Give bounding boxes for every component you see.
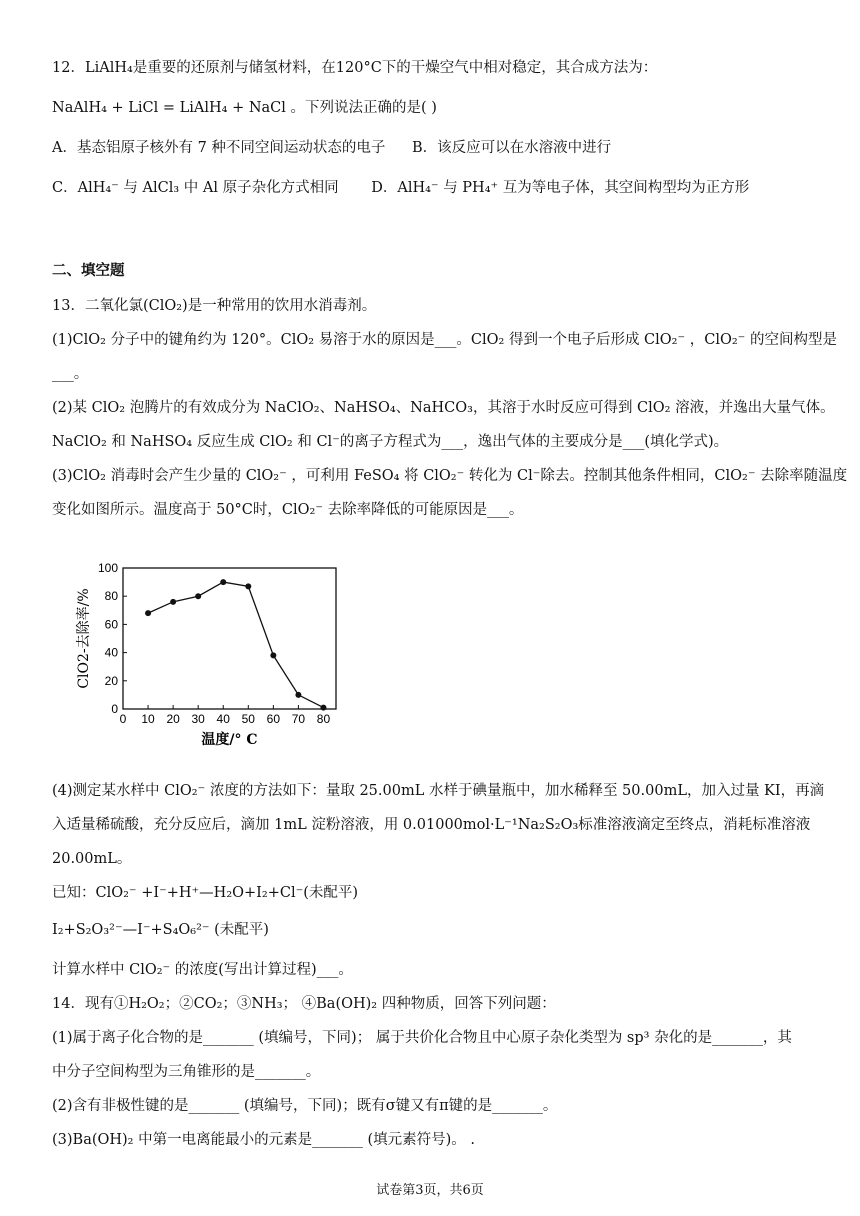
- q14-part3: (3)Ba(OH)₂ 中第一电离能最小的元素是_______ (填元素符号)。 .: [52, 1132, 475, 1148]
- y-axis-label: ClO2-去除率/%: [76, 588, 92, 689]
- q12-option-b[interactable]: B．该反应可以在水溶液中进行: [412, 140, 612, 156]
- x-tick-label: 70: [291, 712, 306, 726]
- q13-part3-line2: 变化如图所示。温度高于 50°C时，ClO₂⁻ 去除率降低的可能原因是___。: [52, 502, 524, 518]
- q14-part1-line2: 中分子空间构型为三角锥形的是_______。: [52, 1064, 321, 1080]
- x-tick-label: 20: [166, 712, 180, 726]
- q12-option-c[interactable]: C．AlH₄⁻ 与 AlCl₃ 中 Al 原子杂化方式相同: [52, 180, 339, 196]
- known-equation-2: I₂+S₂O₃²⁻—I⁻+S₄O₆²⁻ (未配平): [52, 922, 269, 938]
- removal-rate-chart: [68, 556, 358, 756]
- q14-intro: 14．现有①H₂O₂；②CO₂；③NH₃； ④Ba(OH)₂ 四种物质，回答下列问题：: [52, 996, 556, 1012]
- q12-options-row1: [52, 138, 820, 158]
- q13-part4-line3: 20.00mL。: [52, 851, 132, 867]
- y-tick-label: 60: [104, 617, 118, 632]
- q12-equation: NaAlH₄ + LiCl = LiAlH₄ + NaCl 。下列说法正确的是( ): [52, 100, 437, 116]
- x-tick-label: 30: [191, 712, 205, 726]
- x-tick-label: 40: [216, 712, 230, 726]
- x-tick-label: 0: [119, 712, 127, 726]
- q13-part4-line1: (4)测定某水样中 ClO₂⁻ 浓度的方法如下：量取 25.00mL 水样于碘量瓶中，加水稀释至 50.00mL，加入过量 KI，再滴: [52, 783, 825, 799]
- q13-part1-line2: ___。: [52, 366, 89, 382]
- y-tick-label: 0: [111, 702, 118, 716]
- data-point: [320, 705, 326, 711]
- data-point: [295, 692, 301, 698]
- q12-option-d[interactable]: D．AlH₄⁻ 与 PH₄⁺ 互为等电子体，其空间构型均为正方形: [371, 180, 750, 196]
- q13-calc-prompt: 计算水样中 ClO₂⁻ 的浓度(写出计算过程)___。: [52, 962, 353, 978]
- data-point: [245, 583, 251, 589]
- x-tick-label: 10: [141, 712, 155, 726]
- data-point: [270, 652, 276, 658]
- q13-intro: 13．二氧化氯(ClO₂)是一种常用的饮用水消毒剂。: [52, 298, 377, 314]
- x-tick-label: 50: [241, 712, 255, 726]
- x-axis-label: 温度/° C: [201, 732, 258, 748]
- data-point: [195, 593, 201, 599]
- q13-part3-line1: (3)ClO₂ 消毒时会产生少量的 ClO₂⁻ ，可利用 FeSO₄ 将 ClO₂⁻ 转化为 Cl⁻除去。控制其他条件相同，ClO₂⁻ 去除率随温度: [52, 468, 848, 484]
- y-tick-label: 80: [104, 589, 118, 604]
- x-tick-label: 80: [316, 712, 331, 726]
- q12-option-a[interactable]: A．基态铝原子核外有 7 种不同空间运动状态的电子: [52, 140, 386, 156]
- q14-part1-line1: (1)属于离子化合物的是_______ (填编号，下同)； 属于共价化合物且中心原子杂化类型为 sp³ 杂化的是_______，其: [52, 1030, 792, 1046]
- page-footer: 试卷第3页，共6页: [376, 1183, 484, 1198]
- known-equation-1: 已知：ClO₂⁻ +I⁻+H⁺—H₂O+I₂+Cl⁻(未配平): [52, 885, 359, 901]
- data-point: [145, 610, 151, 616]
- data-point: [220, 579, 226, 585]
- section-title: 二、填空题: [52, 262, 125, 279]
- q13-part2-line1: (2)某 ClO₂ 泡腾片的有效成分为 NaClO₂、NaHSO₄、NaHCO₃，其溶于水时反应可得到 ClO₂ 溶液，并逸出大量气体。: [52, 400, 835, 416]
- x-tick-label: 60: [266, 712, 281, 726]
- plot-frame: [123, 568, 336, 709]
- q13-part4-line2: 入适量稀硫酸，充分反应后，滴加 1mL 淀粉溶液，用 0.01000mol·L⁻¹Na₂S₂O₃标准溶液滴定至终点，消耗标准溶液: [52, 817, 811, 833]
- y-tick-label: 20: [104, 673, 118, 688]
- q12-stem-line1: 12．LiAlH₄是重要的还原剂与储氢材料，在120°C下的干燥空气中相对稳定，其合成方法为：: [52, 60, 658, 76]
- y-tick-label: 40: [104, 645, 118, 660]
- q14-part2: (2)含有非极性键的是_______ (填编号，下同)；既有σ键又有π键的是_______。: [52, 1098, 558, 1114]
- y-tick-label: 100: [97, 561, 118, 575]
- q13-part2-line2: NaClO₂ 和 NaHSO₄ 反应生成 ClO₂ 和 Cl⁻的离子方程式为___，逸出气体的主要成分是___(填化学式)。: [52, 434, 729, 450]
- q12-options-row2: [52, 178, 820, 198]
- data-point: [170, 599, 176, 605]
- q13-part1-line1: (1)ClO₂ 分子中的键角约为 120°。ClO₂ 易溶于水的原因是___。ClO₂ 得到一个电子后形成 ClO₂⁻ ，ClO₂⁻ 的空间构型是: [52, 332, 837, 348]
